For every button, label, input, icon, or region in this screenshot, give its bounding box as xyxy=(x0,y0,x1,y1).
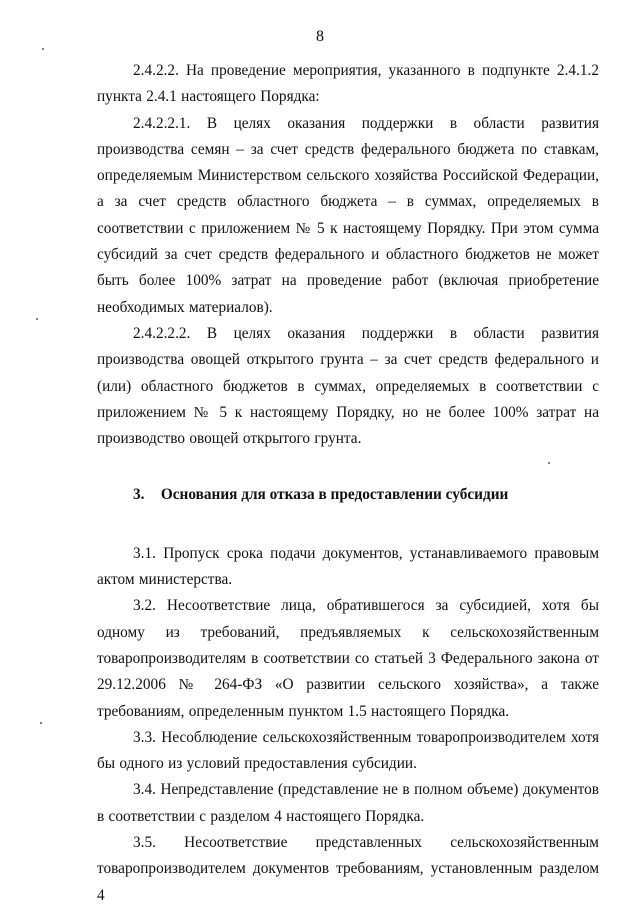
paragraph-2-4-2-2-1: 2.4.2.2.1. В целях оказания поддержки в области развития производства семян – за счет средств федерального бюджета по ставкам, определяемым Министерством сельского хозяйства Российской Федерации, а за счет средств областного бюджета – в суммах, определяемых в соответствии с приложением № 5 к настоящему Порядку. При этом сумма субсидий за счет средств федерального и областного бюджетов не может быть более 100% затрат на проведение работ (включая приобретение необходимых материалов). xyxy=(97,114,599,316)
scan-speck xyxy=(548,462,550,464)
document-body xyxy=(97,58,599,909)
paragraph-2-4-2-2: 2.4.2.2. На проведение мероприятия, указанного в подпункте 2.4.1.2 пункта 2.4.1 настоящего Порядка: xyxy=(97,62,599,106)
paragraph-3-2: 3.2. Несоответствие лица, обратившегося за субсидией, хотя бы одному из требований, предъявляемых к сельскохозяйственным товаропроизводителям в соответствии со статьей 3 Федерального закона от 29.12.2006 № 264-ФЗ «О развитии сельского хозяйства», а также требованиям, определенным пунктом 1.5 настоящего Порядка. xyxy=(97,597,599,720)
page-number: 8 xyxy=(316,28,324,45)
section-title: Основания для отказа в предоставлении субсидии xyxy=(160,486,509,504)
scan-speck xyxy=(42,48,44,50)
scan-speck xyxy=(36,318,38,320)
paragraph-3-3: 3.3. Несоблюдение сельскохозяйственным товаропроизводителем хотя бы одного из условий предоставления субсидии. xyxy=(97,728,599,773)
paragraph-3-1: 3.1. Пропуск срока подачи документов, устанавливаемого правовым актом министерства. xyxy=(97,544,599,589)
scan-speck xyxy=(40,722,42,724)
section-number: 3. xyxy=(133,486,145,504)
paragraph-3-4: 3.4. Непредставление (представление не в полном объеме) документов в соответствии с разделом 4 настоящего Порядка. xyxy=(97,781,599,825)
paragraph-3-5: 3.5. Несоответствие представленных сельскохозяйственным товаропроизводителем документов требованиям, установленным разделом 4 xyxy=(97,834,599,904)
section-heading xyxy=(97,482,599,508)
paragraph-2-4-2-2-2: 2.4.2.2.2. В целях оказания поддержки в области развития производства овощей открытого грунта – за счет средств федерального и (или) областного бюджетов в суммах, определяемых в соответствии с приложением № 5 к настоящему Порядку, но не более 100% затрат на производство овощей открытого грунта. xyxy=(97,324,599,448)
